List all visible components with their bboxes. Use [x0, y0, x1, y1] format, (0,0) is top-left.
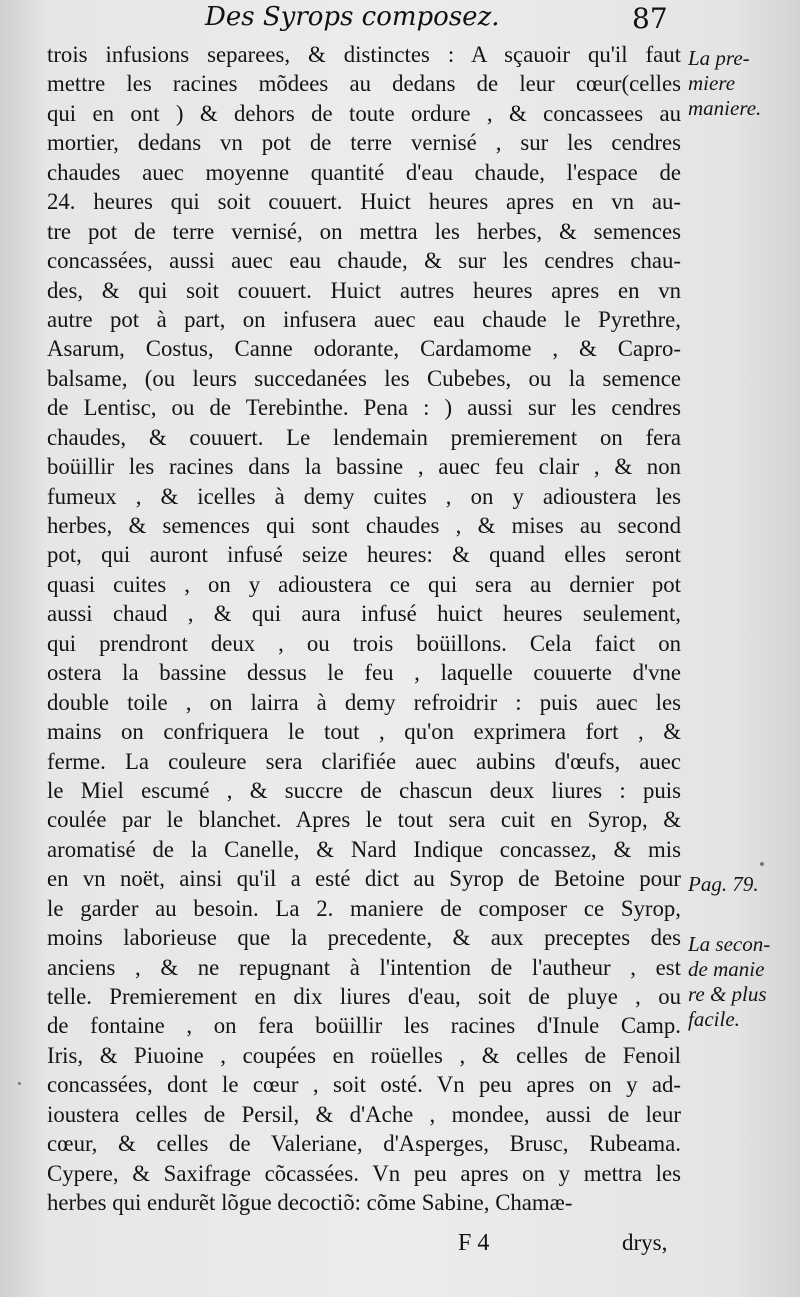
- text-line: quasi cuites , on y adioustera ce qui sera au dernier pot: [47, 571, 681, 597]
- text-line: aussi chaud , & qui aura infusé huict heures seulement,: [47, 601, 681, 627]
- text-line: aromatisé de la Canelle, & Nard Indique concassez, & mis: [47, 836, 681, 862]
- ink-speck: [18, 1082, 21, 1085]
- text-line: des, & qui soit couuert. Huict autres heures apres en vn: [47, 277, 681, 303]
- text-line: coulée par le blanchet. Apres le tout sera cuit en Syrop, &: [47, 807, 681, 833]
- text-line: mettre les racines mõdees au dedans de leur cœur(celles: [47, 71, 681, 97]
- text-line: herbes qui endurẽt lõgue decoctiõ: cõme Sabine, Chamæ-: [47, 1190, 573, 1216]
- body-text: [47, 40, 681, 1218]
- text-line: moins laborieuse que la precedente, & aux preceptes des: [47, 925, 681, 951]
- text-line: Cypere, & Saxifrage cõcassées. Vn peu apres on y mettra les: [47, 1160, 681, 1186]
- margin-note-page-reference: [688, 872, 759, 897]
- margin-note-line: de manie: [688, 957, 765, 981]
- margin-note-premiere-maniere: [688, 46, 761, 121]
- text-line: ferme. La couleure sera clarifiée auec aubins d'œufs, auec: [47, 748, 681, 774]
- text-line: chaudes auec moyenne quantité d'eau chaude, l'espace de: [47, 159, 681, 185]
- text-line: pot, qui auront infusé seize heures: & quand elles seront: [47, 542, 681, 568]
- margin-note-line: miere: [688, 71, 736, 95]
- text-line: qui prendront deux , ou trois boüillons. Cela faict on: [47, 630, 681, 656]
- text-line: telle. Premierement en dix liures d'eau, soit de pluye , ou: [47, 984, 681, 1009]
- ink-speck: [760, 862, 764, 866]
- text-line: fumeux , & icelles à demy cuites , on y adioustera les: [47, 483, 681, 509]
- margin-note-line: facile.: [688, 1007, 740, 1031]
- text-line: le garder au besoin. La 2. maniere de composer ce Syrop,: [47, 895, 681, 921]
- text-line: cœur, & celles de Valeriane, d'Asperges, Brusc, Rubeama.: [47, 1131, 681, 1157]
- margin-note-line: Pag. 79.: [688, 872, 759, 896]
- text-line: qui en ont ) & dehors de toute ordure , & concassees au: [47, 100, 681, 126]
- page-header: [0, 2, 800, 38]
- text-line: Asarum, Costus, Canne odorante, Cardamome , & Capro-: [47, 336, 681, 362]
- text-line: boüillir les racines dans la bassine , auec feu clair , & non: [47, 454, 681, 480]
- text-line: mains on confriquera le tout , qu'on exprimera fort , &: [47, 719, 681, 745]
- text-line: chaudes, & couuert. Le lendemain premierement on fera: [47, 424, 681, 450]
- page-footer: [0, 1226, 800, 1260]
- text-line: trois infusions separees, & distinctes : A sçauoir qu'il faut: [47, 42, 681, 67]
- text-line: de fontaine , on fera boüillir les racines d'Inule Camp.: [47, 1013, 681, 1039]
- text-line: 24. heures qui soit couuert. Huict heures apres en vn au-: [47, 189, 681, 215]
- running-title: Des Syrops composez.: [205, 2, 500, 32]
- text-line: tre pot de terre vernisé, on mettra les herbes, & semences: [47, 218, 681, 244]
- text-line: le Miel escumé , & succre de chascun deux liures : puis: [47, 777, 681, 803]
- text-line: autre pot à part, on infusera auec eau chaude le Pyrethre,: [47, 306, 681, 332]
- text-line: balsame, (ou leurs succedanées les Cubebes, ou la semence: [47, 365, 681, 391]
- text-line: double toile , on lairra à demy refroidrir : puis auec les: [47, 689, 681, 715]
- margin-note-seconde-maniere: [688, 932, 770, 1032]
- text-line: mortier, dedans vn pot de terre vernisé , sur les cendres: [47, 130, 681, 156]
- text-line: ioustera celles de Persil, & d'Ache , mondee, aussi de leur: [47, 1101, 681, 1127]
- page-number: 87: [632, 2, 668, 35]
- text-line: concassées, aussi auec eau chaude, & sur les cendres chau-: [47, 248, 681, 274]
- text-line: herbes, & semences qui sont chaudes , & mises au second: [47, 513, 681, 538]
- margin-note-line: La secon-: [688, 932, 771, 956]
- margin-note-line: re & plus: [688, 982, 767, 1006]
- text-line: en vn noët, ainsi qu'il a esté dict au Syrop de Betoine pour: [47, 866, 681, 892]
- text-line: Iris, & Piuoine , coupées en roüelles , & celles de Fenoil: [47, 1042, 681, 1068]
- text-line: concassées, dont le cœur , soit osté. Vn peu apres on y ad-: [47, 1072, 681, 1098]
- text-line: ostera la bassine dessus le feu , laquelle couuerte d'vne: [47, 660, 681, 686]
- signature-mark: F 4: [458, 1230, 490, 1256]
- text-line: anciens , & ne repugnant à l'intention de l'autheur , est: [47, 954, 681, 980]
- catchword: drys,: [622, 1230, 668, 1255]
- text-line: de Lentisc, ou de Terebinthe. Pena : ) aussi sur les cendres: [47, 395, 681, 421]
- margin-note-line: La pre-: [688, 46, 750, 70]
- margin-note-line: maniere.: [688, 96, 762, 120]
